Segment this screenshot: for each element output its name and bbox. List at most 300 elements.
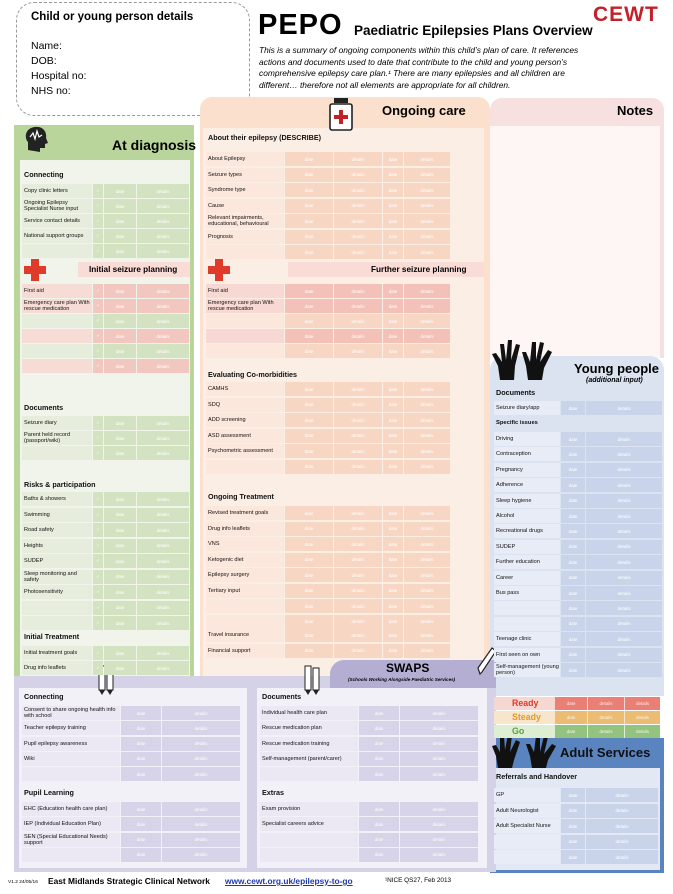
date-field[interactable]: date (121, 848, 161, 862)
date-field[interactable]: date (104, 523, 136, 537)
date-field[interactable]: date (561, 663, 585, 677)
details-field[interactable]: details (586, 835, 658, 849)
dob-field[interactable]: DOB: (31, 55, 57, 67)
medicine-bottle-icon (328, 97, 354, 131)
date-field[interactable]: date (285, 522, 333, 536)
date-field[interactable]: date (285, 299, 333, 313)
date-field[interactable]: date (104, 646, 136, 660)
details-field[interactable]: details (404, 599, 450, 613)
date-field[interactable]: date (104, 539, 136, 553)
details-field[interactable]: details (400, 833, 478, 847)
row-label: Syndrome type (208, 187, 246, 193)
details-field[interactable]: details (334, 245, 382, 259)
date-field[interactable]: date (104, 314, 136, 328)
details-field[interactable]: details (137, 539, 189, 553)
details-field[interactable]: details (404, 460, 450, 474)
details-field[interactable]: details (162, 833, 240, 847)
date-field[interactable]: date (285, 230, 333, 244)
details-field[interactable]: details (137, 329, 189, 343)
date-field[interactable]: date (285, 444, 333, 458)
details-field[interactable]: details (586, 509, 662, 523)
date-field[interactable]: date (121, 817, 161, 831)
details-field[interactable]: details (404, 429, 450, 443)
tick-checkbox[interactable]: ✓ (93, 570, 103, 584)
details-field[interactable]: details (137, 446, 189, 460)
details-field[interactable]: details (625, 711, 660, 724)
tick-checkbox[interactable]: ✓ (93, 554, 103, 568)
tick-checkbox[interactable]: ✓ (93, 299, 103, 313)
date-field[interactable]: date (383, 382, 403, 396)
network-name: East Midlands Strategic Clinical Network (48, 876, 210, 886)
details-field[interactable]: details (404, 183, 450, 197)
tick-checkbox[interactable]: ✓ (93, 344, 103, 358)
details-field[interactable]: details (586, 601, 662, 615)
tick-checkbox[interactable]: ✓ (93, 601, 103, 615)
details-field[interactable]: details (334, 183, 382, 197)
date-field[interactable]: date (104, 244, 136, 258)
details-field[interactable]: details (586, 555, 662, 569)
details-field[interactable]: details (162, 802, 240, 816)
date-field[interactable]: date (383, 522, 403, 536)
details-field[interactable]: details (400, 721, 478, 735)
date-field[interactable]: date (383, 214, 403, 228)
date-field[interactable]: date (104, 199, 136, 213)
details-field[interactable]: details (162, 721, 240, 735)
tick-checkbox[interactable]: ✓ (93, 446, 103, 460)
at-diagnosis-title: At diagnosis (112, 137, 197, 153)
details-field[interactable]: details (334, 537, 382, 551)
details-field[interactable]: details (334, 344, 382, 358)
date-field[interactable]: date (104, 329, 136, 343)
details-field[interactable]: details (137, 199, 189, 213)
date-field[interactable]: date (383, 599, 403, 613)
date-field[interactable]: date (383, 199, 403, 213)
date-field[interactable]: date (285, 599, 333, 613)
date-field[interactable]: date (285, 199, 333, 213)
date-field[interactable]: date (383, 314, 403, 328)
details-field[interactable]: details (137, 508, 189, 522)
details-field[interactable]: details (137, 492, 189, 506)
tick-checkbox[interactable]: ✓ (93, 646, 103, 660)
row-label: Revised treatment goals (208, 510, 269, 516)
date-field[interactable]: date (561, 447, 585, 461)
details-field[interactable]: details (404, 299, 450, 313)
date-field[interactable]: date (104, 299, 136, 313)
date-field[interactable]: date (383, 413, 403, 427)
date-field[interactable]: date (285, 615, 333, 629)
date-field[interactable]: date (285, 344, 333, 358)
details-field[interactable]: details (404, 644, 450, 658)
details-field[interactable]: details (404, 230, 450, 244)
details-field[interactable]: details (404, 522, 450, 536)
details-field[interactable]: details (162, 706, 240, 720)
date-field[interactable]: date (285, 506, 333, 520)
details-field[interactable]: details (334, 214, 382, 228)
details-field[interactable]: details (404, 413, 450, 427)
date-field[interactable]: date (285, 460, 333, 474)
date-field[interactable]: date (285, 553, 333, 567)
date-field[interactable]: date (561, 617, 585, 631)
row-label-bg (494, 601, 560, 615)
details-field[interactable]: details (334, 299, 382, 313)
tick-checkbox[interactable]: ✓ (93, 492, 103, 506)
date-field[interactable]: date (561, 401, 585, 415)
tick-checkbox[interactable]: ✓ (93, 229, 103, 243)
details-field[interactable]: details (137, 616, 189, 630)
date-field[interactable]: date (561, 524, 585, 538)
date-field[interactable]: date (104, 616, 136, 630)
details-field[interactable]: details (162, 767, 240, 781)
details-field[interactable]: details (334, 230, 382, 244)
details-field[interactable]: details (404, 568, 450, 582)
date-field[interactable]: date (359, 737, 399, 751)
details-field[interactable]: details (334, 644, 382, 658)
date-field[interactable]: date (383, 644, 403, 658)
details-field[interactable]: details (137, 601, 189, 615)
details-field[interactable]: details (137, 431, 189, 445)
details-field[interactable]: details (586, 478, 662, 492)
details-field[interactable]: details (137, 523, 189, 537)
date-field[interactable]: date (561, 586, 585, 600)
details-field[interactable]: details (162, 752, 240, 766)
details-field[interactable]: details (404, 284, 450, 298)
date-field[interactable]: date (561, 555, 585, 569)
details-field[interactable]: details (400, 817, 478, 831)
date-field[interactable]: date (383, 344, 403, 358)
date-field[interactable]: date (285, 168, 333, 182)
details-field[interactable]: details (400, 848, 478, 862)
details-field[interactable]: details (162, 737, 240, 751)
details-field[interactable]: details (137, 646, 189, 660)
details-field[interactable]: details (137, 214, 189, 228)
date-field[interactable]: date (285, 183, 333, 197)
details-field[interactable]: details (137, 570, 189, 584)
details-field[interactable]: details (404, 628, 450, 642)
date-field[interactable]: date (104, 284, 136, 298)
date-field[interactable]: date (285, 329, 333, 343)
details-field[interactable]: details (586, 540, 662, 554)
date-field[interactable]: date (555, 697, 587, 710)
tick-checkbox[interactable]: ✓ (93, 184, 103, 198)
date-field[interactable]: date (383, 398, 403, 412)
date-field[interactable]: date (104, 431, 136, 445)
date-field[interactable]: date (359, 848, 399, 862)
tick-checkbox[interactable]: ✓ (93, 585, 103, 599)
tick-checkbox[interactable]: ✓ (93, 284, 103, 298)
date-field[interactable]: date (359, 706, 399, 720)
date-field[interactable]: date (561, 463, 585, 477)
details-field[interactable]: details (162, 817, 240, 831)
date-field[interactable]: date (104, 601, 136, 615)
details-field[interactable]: details (404, 398, 450, 412)
details-field[interactable]: details (586, 663, 662, 677)
date-field[interactable]: date (285, 314, 333, 328)
details-field[interactable]: details (334, 429, 382, 443)
date-field[interactable]: date (359, 767, 399, 781)
details-field[interactable]: details (404, 444, 450, 458)
details-field[interactable]: details (625, 697, 660, 710)
details-field[interactable]: details (404, 537, 450, 551)
date-field[interactable]: date (285, 644, 333, 658)
details-field[interactable]: details (137, 661, 189, 675)
intro-line: different… therefore not all elements are appropriate for all children. (259, 79, 511, 90)
date-field[interactable]: date (383, 584, 403, 598)
details-field[interactable]: details (334, 553, 382, 567)
date-field[interactable]: date (285, 214, 333, 228)
date-field[interactable]: date (121, 833, 161, 847)
details-field[interactable]: details (334, 413, 382, 427)
details-field[interactable]: details (586, 648, 662, 662)
details-field[interactable]: details (586, 524, 662, 538)
details-field[interactable]: details (137, 416, 189, 430)
date-field[interactable]: date (104, 585, 136, 599)
details-field[interactable]: details (400, 752, 478, 766)
date-field[interactable]: date (561, 494, 585, 508)
details-field[interactable]: details (404, 553, 450, 567)
date-field[interactable]: date (561, 788, 585, 802)
date-field[interactable]: date (383, 568, 403, 582)
date-field[interactable]: date (359, 833, 399, 847)
date-field[interactable]: date (359, 802, 399, 816)
date-field[interactable]: date (104, 446, 136, 460)
date-field[interactable]: date (561, 540, 585, 554)
details-field[interactable]: details (586, 586, 662, 600)
date-field[interactable]: date (104, 229, 136, 243)
details-field[interactable]: details (137, 284, 189, 298)
date-field[interactable]: date (555, 725, 587, 738)
tick-checkbox[interactable]: ✓ (93, 661, 103, 675)
details-field[interactable]: details (586, 819, 658, 833)
date-field[interactable]: date (383, 183, 403, 197)
status-label: Steady (512, 712, 541, 722)
date-field[interactable]: date (383, 329, 403, 343)
date-field[interactable]: date (561, 850, 585, 864)
details-field[interactable]: details (334, 284, 382, 298)
details-field[interactable]: details (334, 199, 382, 213)
details-field[interactable]: details (400, 767, 478, 781)
details-field[interactable]: details (334, 152, 382, 166)
date-field[interactable]: date (359, 752, 399, 766)
date-field[interactable]: date (383, 284, 403, 298)
date-field[interactable]: date (383, 506, 403, 520)
date-field[interactable]: date (561, 509, 585, 523)
details-field[interactable]: details (334, 584, 382, 598)
details-field[interactable]: details (588, 725, 624, 738)
details-field[interactable]: details (404, 344, 450, 358)
details-field[interactable]: details (334, 168, 382, 182)
details-field[interactable]: details (334, 382, 382, 396)
name-field[interactable]: Name: (31, 40, 62, 52)
date-field[interactable]: date (121, 802, 161, 816)
details-field[interactable]: details (334, 398, 382, 412)
date-field[interactable]: date (285, 568, 333, 582)
details-field[interactable]: details (586, 463, 662, 477)
date-field[interactable]: date (285, 413, 333, 427)
date-field[interactable]: date (121, 737, 161, 751)
date-field[interactable]: date (104, 359, 136, 373)
details-field[interactable]: details (588, 697, 624, 710)
date-field[interactable]: date (555, 711, 587, 724)
details-field[interactable]: details (137, 314, 189, 328)
details-field[interactable]: details (137, 554, 189, 568)
details-field[interactable]: details (334, 615, 382, 629)
details-field[interactable]: details (404, 168, 450, 182)
details-field[interactable]: details (334, 444, 382, 458)
details-field[interactable]: details (334, 628, 382, 642)
details-field[interactable]: details (586, 632, 662, 646)
date-field[interactable]: date (359, 721, 399, 735)
date-field[interactable]: date (104, 570, 136, 584)
details-field[interactable]: details (137, 344, 189, 358)
details-field[interactable]: details (334, 599, 382, 613)
date-field[interactable]: date (561, 804, 585, 818)
details-field[interactable]: details (334, 314, 382, 328)
details-field[interactable]: details (586, 432, 662, 446)
date-field[interactable]: date (285, 537, 333, 551)
details-field[interactable]: details (400, 706, 478, 720)
date-field[interactable]: date (383, 429, 403, 443)
details-field[interactable]: details (404, 314, 450, 328)
details-field[interactable]: details (137, 299, 189, 313)
details-field[interactable]: details (404, 506, 450, 520)
tick-checkbox[interactable]: ✓ (93, 359, 103, 373)
tick-checkbox[interactable]: ✓ (93, 523, 103, 537)
tick-checkbox[interactable]: ✓ (93, 508, 103, 522)
date-field[interactable]: date (104, 508, 136, 522)
date-field[interactable]: date (285, 429, 333, 443)
details-field[interactable]: details (404, 584, 450, 598)
date-field[interactable]: date (383, 152, 403, 166)
details-field[interactable]: details (162, 848, 240, 862)
details-field[interactable]: details (404, 615, 450, 629)
date-field[interactable]: date (285, 284, 333, 298)
details-field[interactable]: details (137, 244, 189, 258)
details-field[interactable]: details (334, 506, 382, 520)
date-field[interactable]: date (285, 382, 333, 396)
details-field[interactable]: details (586, 447, 662, 461)
date-field[interactable]: date (561, 632, 585, 646)
details-field[interactable]: details (404, 382, 450, 396)
details-field[interactable]: details (586, 850, 658, 864)
details-field[interactable]: details (400, 737, 478, 751)
date-field[interactable]: date (285, 245, 333, 259)
details-field[interactable]: details (404, 329, 450, 343)
date-field[interactable]: date (104, 214, 136, 228)
date-field[interactable]: date (104, 416, 136, 430)
tick-checkbox[interactable]: ✓ (93, 244, 103, 258)
row-label-bg (494, 850, 560, 864)
date-field[interactable]: date (383, 299, 403, 313)
details-field[interactable]: details (586, 788, 658, 802)
date-field[interactable]: date (285, 628, 333, 642)
date-field[interactable]: date (121, 767, 161, 781)
date-field[interactable]: date (561, 819, 585, 833)
date-field[interactable]: date (383, 460, 403, 474)
nhs-no-field[interactable]: NHS no: (31, 85, 71, 97)
adult-hands-icon (492, 734, 560, 770)
tick-checkbox[interactable]: ✓ (93, 329, 103, 343)
date-field[interactable]: date (121, 752, 161, 766)
details-field[interactable]: details (588, 711, 624, 724)
details-field[interactable]: details (334, 568, 382, 582)
details-field[interactable]: details (586, 401, 662, 415)
date-field[interactable]: date (561, 432, 585, 446)
website-link[interactable]: www.cewt.org.uk/epilepsy-to-go (225, 876, 353, 886)
date-field[interactable]: date (104, 492, 136, 506)
tick-checkbox[interactable]: ✓ (93, 314, 103, 328)
notes-panel[interactable] (490, 126, 660, 358)
date-field[interactable]: date (561, 571, 585, 585)
date-field[interactable]: date (383, 444, 403, 458)
details-field[interactable]: details (334, 460, 382, 474)
date-field[interactable]: date (121, 721, 161, 735)
details-field[interactable]: details (137, 359, 189, 373)
date-field[interactable]: date (285, 152, 333, 166)
details-field[interactable]: details (586, 804, 658, 818)
details-field[interactable]: details (404, 245, 450, 259)
date-field[interactable]: date (383, 553, 403, 567)
date-field[interactable]: date (285, 398, 333, 412)
details-field[interactable]: details (586, 571, 662, 585)
date-field[interactable]: date (561, 648, 585, 662)
row-label: Sleep monitoring and safety (24, 570, 77, 583)
date-field[interactable]: date (383, 168, 403, 182)
date-field[interactable]: date (383, 628, 403, 642)
red-cross-icon (208, 259, 230, 281)
tick-checkbox[interactable]: ✓ (93, 616, 103, 630)
date-field[interactable]: date (121, 706, 161, 720)
date-field[interactable]: date (561, 601, 585, 615)
details-field[interactable]: details (400, 802, 478, 816)
details-field[interactable]: details (137, 184, 189, 198)
row-label: Career (496, 574, 514, 581)
row-label: Drug info leaflets (208, 525, 250, 532)
date-field[interactable]: date (285, 584, 333, 598)
date-field[interactable]: date (104, 554, 136, 568)
date-field[interactable]: date (561, 835, 585, 849)
date-field[interactable]: date (383, 615, 403, 629)
date-field[interactable]: date (104, 344, 136, 358)
date-field[interactable]: date (104, 184, 136, 198)
details-field[interactable]: details (334, 329, 382, 343)
tick-checkbox[interactable]: ✓ (93, 539, 103, 553)
tick-checkbox[interactable]: ✓ (93, 214, 103, 228)
details-field[interactable]: details (137, 585, 189, 599)
date-field[interactable]: date (383, 230, 403, 244)
details-field[interactable]: details (586, 617, 662, 631)
date-field[interactable]: date (561, 478, 585, 492)
details-field[interactable]: details (625, 725, 660, 738)
hospital-no-field[interactable]: Hospital no: (31, 70, 87, 82)
date-field[interactable]: date (383, 245, 403, 259)
tick-checkbox[interactable]: ✓ (93, 416, 103, 430)
date-field[interactable]: date (383, 537, 403, 551)
tick-checkbox[interactable]: ✓ (93, 199, 103, 213)
section-heading: Connecting (24, 692, 64, 701)
row-label: Epilepsy surgery (208, 572, 250, 578)
details-field[interactable]: details (137, 229, 189, 243)
row-label: VNS (208, 541, 220, 547)
section-heading: Pupil Learning (24, 788, 74, 797)
details-field[interactable]: details (404, 214, 450, 228)
details-field[interactable]: details (334, 522, 382, 536)
date-field[interactable]: date (359, 817, 399, 831)
date-field[interactable]: date (104, 661, 136, 675)
details-field[interactable]: details (404, 199, 450, 213)
tick-checkbox[interactable]: ✓ (93, 431, 103, 445)
details-field[interactable]: details (404, 152, 450, 166)
details-field[interactable]: details (586, 494, 662, 508)
